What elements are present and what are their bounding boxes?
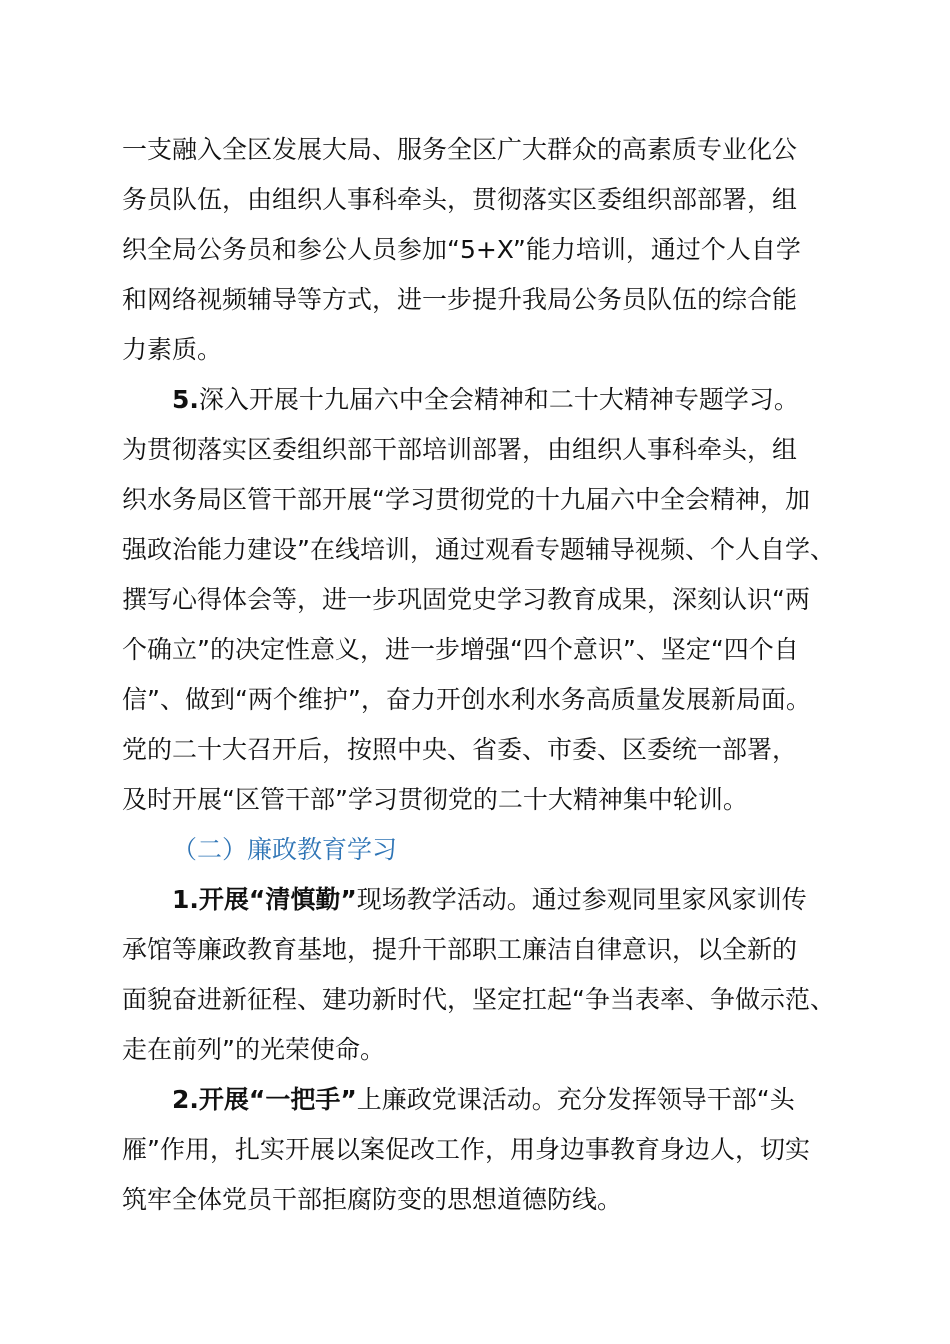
item-title-bold: 2.开展“一把手”: [172, 1085, 357, 1114]
paragraph-line: 织水务局区管干部开展“学习贯彻党的十九届六中全会精神，加: [122, 485, 810, 514]
item-title-bold: 1.开展“清慎勤”: [172, 885, 357, 914]
paragraph-line: 走在前列”的光荣使命。: [122, 1035, 385, 1064]
paragraph-line: 一支融入全区发展大局、服务全区广大群众的高素质专业化公: [122, 135, 798, 164]
paragraph-line: 面貌奋进新征程、建功新时代，坚定扛起“争当表率、争做示范、: [122, 985, 835, 1014]
section-heading: （二）廉政教育学习: [172, 835, 398, 864]
item-text: 上廉政党课活动。充分发挥领导干部“头: [356, 1085, 795, 1114]
paragraph-line: 强政治能力建设”在线培训，通过观看专题辅导视频、个人自学、: [122, 535, 835, 564]
paragraph-line: 信”、做到“两个维护”，奋力开创水利水务高质量发展新局面。: [122, 685, 811, 714]
paragraph-line: 及时开展“区管干部”学习贯彻党的二十大精神集中轮训。: [122, 785, 748, 814]
paragraph-line: 筑牢全体党员干部拒腐防变的思想道德防线。: [122, 1185, 623, 1214]
paragraph-first-line: [172, 383, 799, 417]
item-title: 深入开展十九届六中全会精神和二十大精神专题学习。: [198, 385, 799, 414]
paragraph-line: 个确立”的决定性意义，进一步增强“四个意识”、坚定“四个自: [122, 635, 799, 664]
paragraph-line: 和网络视频辅导等方式，进一步提升我局公务员队伍的综合能: [122, 285, 798, 314]
paragraph-line: 雁”作用，扎实开展以案促改工作，用身边事教育身边人，切实: [122, 1135, 810, 1164]
paragraph-line: 力素质。: [122, 335, 223, 364]
paragraph-line: 务员队伍，由组织人事科牵头，贯彻落实区委组织部部署，组: [122, 185, 798, 214]
paragraph-first-line: [172, 1083, 795, 1117]
paragraph-first-line: [172, 883, 807, 917]
item-text: 现场教学活动。通过参观同里家风家训传: [356, 885, 807, 914]
paragraph-line: 承馆等廉政教育基地，提升干部职工廉洁自律意识，以全新的: [122, 935, 798, 964]
item-number: 5.: [172, 385, 199, 414]
paragraph-line: 党的二十大召开后，按照中央、省委、市委、区委统一部署，: [122, 735, 798, 764]
paragraph-line: 为贯彻落实区委组织部干部培训部署，由组织人事科牵头，组: [122, 435, 798, 464]
paragraph-line: 撰写心得体会等，进一步巩固党史学习教育成果，深刻认识“两: [122, 585, 810, 614]
paragraph-line: 织全局公务员和参公人员参加“5+X”能力培训，通过个人自学: [122, 235, 801, 264]
